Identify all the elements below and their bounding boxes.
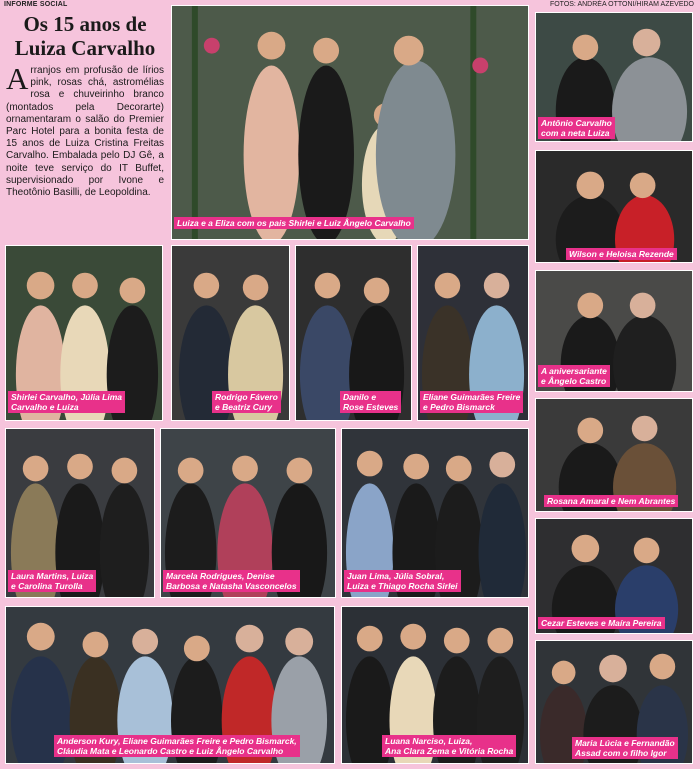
photo-juan xyxy=(341,428,529,598)
caption-line: Assad com o filho Igor xyxy=(575,748,667,758)
photo-wilson-image xyxy=(536,151,692,262)
article-title xyxy=(6,12,164,60)
caption-line: Ana Clara Zema e Vitória Rocha xyxy=(385,746,514,756)
caption-line: e Pedro Bismarck xyxy=(423,402,495,412)
caption-cezar xyxy=(538,617,665,629)
caption-line: Luiza e a Eliza com os pais Shirlei e Luiz Ângelo Carvalho xyxy=(177,218,411,228)
caption-line: Wilson e Heloisa Rezende xyxy=(569,249,674,259)
caption-line: Rodrigo Fávero xyxy=(215,392,278,402)
caption-line: e Carolina Turolla xyxy=(11,581,83,591)
caption-line: com a neta Luiza xyxy=(541,128,610,138)
caption-marcela xyxy=(163,570,300,592)
caption-luana xyxy=(382,735,516,757)
caption-line: Cláudia Mata e Leonardo Castro e Luiz Ângelo Carvalho xyxy=(57,746,284,756)
caption-line: Danilo e xyxy=(343,392,377,402)
caption-danilo xyxy=(340,391,401,413)
caption-line: Laura Martins, Luiza xyxy=(11,571,94,581)
caption-maria-lucia xyxy=(572,737,678,759)
caption-aniversariante xyxy=(538,365,610,387)
caption-rodrigo xyxy=(212,391,281,413)
photo-marcela xyxy=(160,428,336,598)
photo-danilo xyxy=(295,245,412,421)
article-text: rranjos em profusão de lírios pink, rosas chá, astromélias rosa e chuveirinho branco (montados pela Decorarte) ornamentaram o salão do Premier Parc Hotel para a bonita festa de 15 anos de Luiza Cristina Freitas Carvalho. Embalada pelo DJ Gê, a noite teve serviço do IT Buffet, supervisionado por Ivone e Theotônio Basilli, de Leopoldina. xyxy=(6,65,164,199)
caption-line: Maria Lúcia e Fernandão xyxy=(575,738,675,748)
photo-antonio xyxy=(535,12,693,142)
caption-juan xyxy=(344,570,461,592)
caption-line: Carvalho e Luiza xyxy=(11,402,79,412)
caption-anderson xyxy=(54,735,300,757)
caption-line: e Beatriz Cury xyxy=(215,402,273,412)
photo-anderson xyxy=(5,606,335,764)
photo-luana xyxy=(341,606,529,764)
photo-credits: FOTOS: ANDRÉA OTTONI/HIRAM AZEVEDO xyxy=(549,1,694,8)
photo-maria-lucia xyxy=(535,640,693,764)
section-label: INFORME SOCIAL xyxy=(4,1,68,8)
caption-line: Barbosa e Natasha Vasconcelos xyxy=(166,581,297,591)
caption-eliane xyxy=(420,391,523,413)
drop-cap: A xyxy=(6,61,29,96)
caption-line: Juan Lima, Júlia Sobral, xyxy=(347,571,445,581)
photo-eliane xyxy=(417,245,529,421)
photo-family-image xyxy=(172,6,528,239)
caption-line: Antônio Carvalho xyxy=(541,118,612,128)
photo-rosana xyxy=(535,398,693,512)
photo-rodrigo xyxy=(171,245,290,421)
caption-laura xyxy=(8,570,96,592)
caption-family xyxy=(174,217,414,229)
article-body xyxy=(6,61,164,199)
photo-wilson xyxy=(535,150,693,263)
caption-line: Cezar Esteves e Maíra Pereira xyxy=(541,618,662,628)
title-line-1: Os 15 anos de xyxy=(23,12,147,36)
caption-wilson xyxy=(566,248,677,260)
caption-line: A aniversariante xyxy=(541,366,607,376)
caption-rosana xyxy=(544,495,678,507)
caption-line: Marcela Rodrigues, Denise xyxy=(166,571,275,581)
caption-line: Shirlei Carvalho, Júlia Lima xyxy=(11,392,123,402)
caption-antonio xyxy=(538,117,615,139)
caption-line: Luana Narciso, Luiza, xyxy=(385,736,473,746)
caption-line: Luiza e Thiago Rocha Sirlei xyxy=(347,581,458,591)
caption-shirlei xyxy=(8,391,125,413)
photo-cezar-image xyxy=(536,519,692,633)
photo-cezar xyxy=(535,518,693,634)
photo-laura xyxy=(5,428,155,598)
caption-line: e Ângelo Castro xyxy=(541,376,607,386)
caption-line: Rose Esteves xyxy=(343,402,399,412)
title-line-2: Luiza Carvalho xyxy=(14,36,156,60)
photo-aniversariante xyxy=(535,270,693,392)
photo-family xyxy=(171,5,529,240)
caption-line: Eliane Guimarães Freire xyxy=(423,392,521,402)
photo-shirlei xyxy=(5,245,163,421)
caption-line: Anderson Kury, Eliane Guimarães Freire e Pedro Bismarck, xyxy=(57,736,297,746)
caption-line: Rosana Amaral e Nem Abrantes xyxy=(547,496,676,506)
